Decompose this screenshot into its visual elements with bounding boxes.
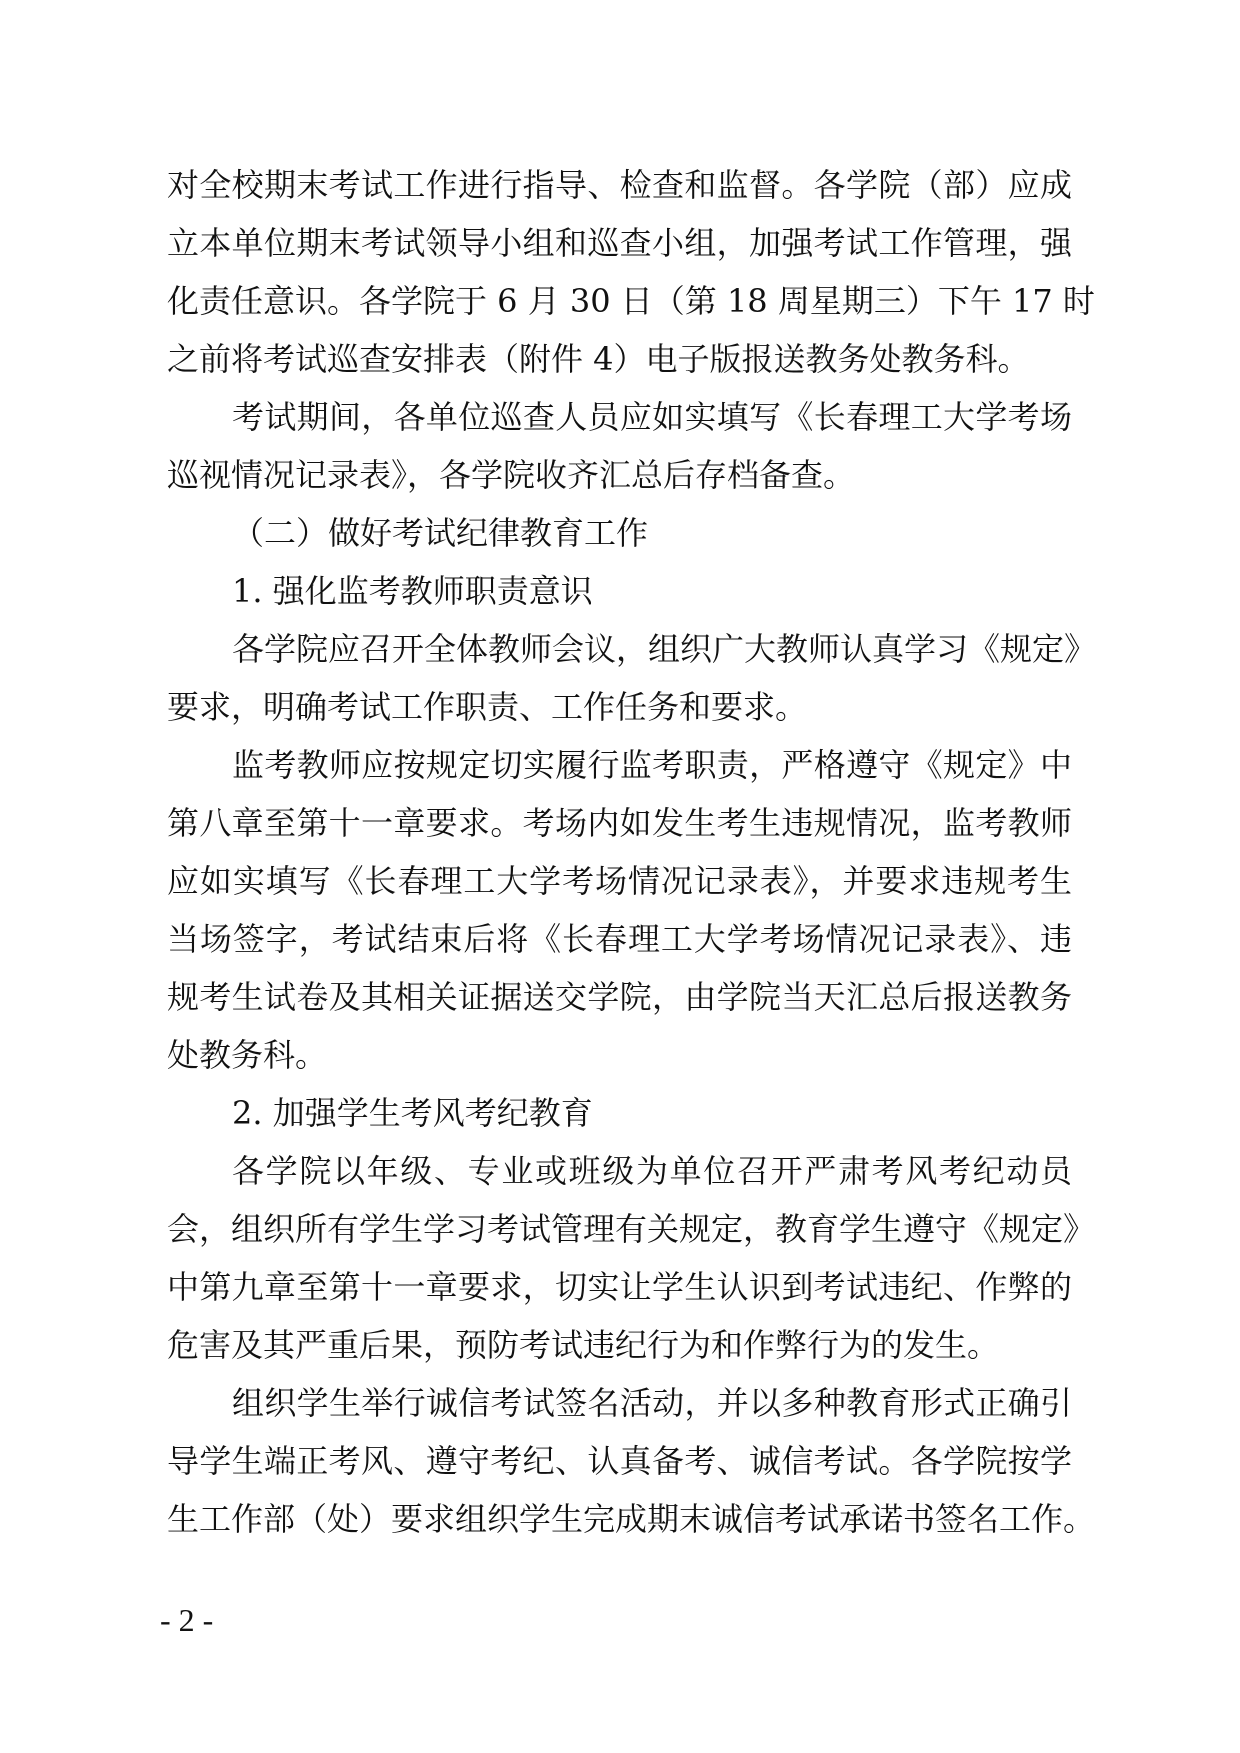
paragraph-line: 生工作部（处）要求组织学生完成期末诚信考试承诺书签名工作。 — [167, 1500, 1096, 1538]
paragraph-line: 危害及其严重后果，预防考试违纪行为和作弊行为的发生。 — [167, 1326, 1000, 1364]
paragraph-line: 应如实填写《长春理工大学考场情况记录表》，并要求违规考生 — [167, 862, 1072, 900]
paragraph-line: 规考生试卷及其相关证据送交学院，由学院当天汇总后报送教务 — [167, 978, 1072, 1016]
paragraph-line: 化责任意识。各学院于 6 月 30 日（第 18 周星期三）下午 17 时 — [167, 282, 1095, 320]
paragraph-line: 要求，明确考试工作职责、工作任务和要求。 — [167, 688, 808, 726]
paragraph-line: 对全校期末考试工作进行指导、检查和监督。各学院（部）应成 — [167, 166, 1072, 204]
subsection-heading: 2. 加强学生考风考纪教育 — [232, 1094, 593, 1132]
paragraph-line: 导学生端正考风、遵守考纪、认真备考、诚信考试。各学院按学 — [167, 1442, 1072, 1480]
paragraph-line: 当场签字，考试结束后将《长春理工大学考场情况记录表》、违 — [167, 920, 1072, 958]
paragraph-line: 立本单位期末考试领导小组和巡查小组，加强考试工作管理，强 — [167, 224, 1072, 262]
paragraph-line: 之前将考试巡查安排表（附件 4）电子版报送教务处教务科。 — [167, 340, 1030, 378]
paragraph-line: 监考教师应按规定切实履行监考职责，严格遵守《规定》中 — [232, 746, 1072, 784]
paragraph-line: 处教务科。 — [167, 1036, 328, 1074]
paragraph-line: 各学院以年级、专业或班级为单位召开严肃考风考纪动员 — [232, 1152, 1072, 1190]
subsection-heading: 1. 强化监考教师职责意识 — [232, 572, 593, 610]
paragraph-line: 会，组织所有学生学习考试管理有关规定，教育学生遵守《规定》 — [167, 1210, 1096, 1248]
paragraph-line: 第八章至第十一章要求。考场内如发生考生违规情况，监考教师 — [167, 804, 1072, 842]
paragraph-line: 巡视情况记录表》，各学院收齐汇总后存档备查。 — [167, 456, 856, 494]
paragraph-line: 各学院应召开全体教师会议，组织广大教师认真学习《规定》 — [232, 630, 1097, 668]
paragraph-line: 考试期间，各单位巡查人员应如实填写《长春理工大学考场 — [232, 398, 1072, 436]
paragraph-line: 中第九章至第十一章要求，切实让学生认识到考试违纪、作弊的 — [167, 1268, 1072, 1306]
page-number: - 2 - — [160, 1602, 214, 1638]
paragraph-line: 组织学生举行诚信考试签名活动，并以多种教育形式正确引 — [232, 1384, 1072, 1422]
section-heading: （二）做好考试纪律教育工作 — [232, 514, 649, 552]
